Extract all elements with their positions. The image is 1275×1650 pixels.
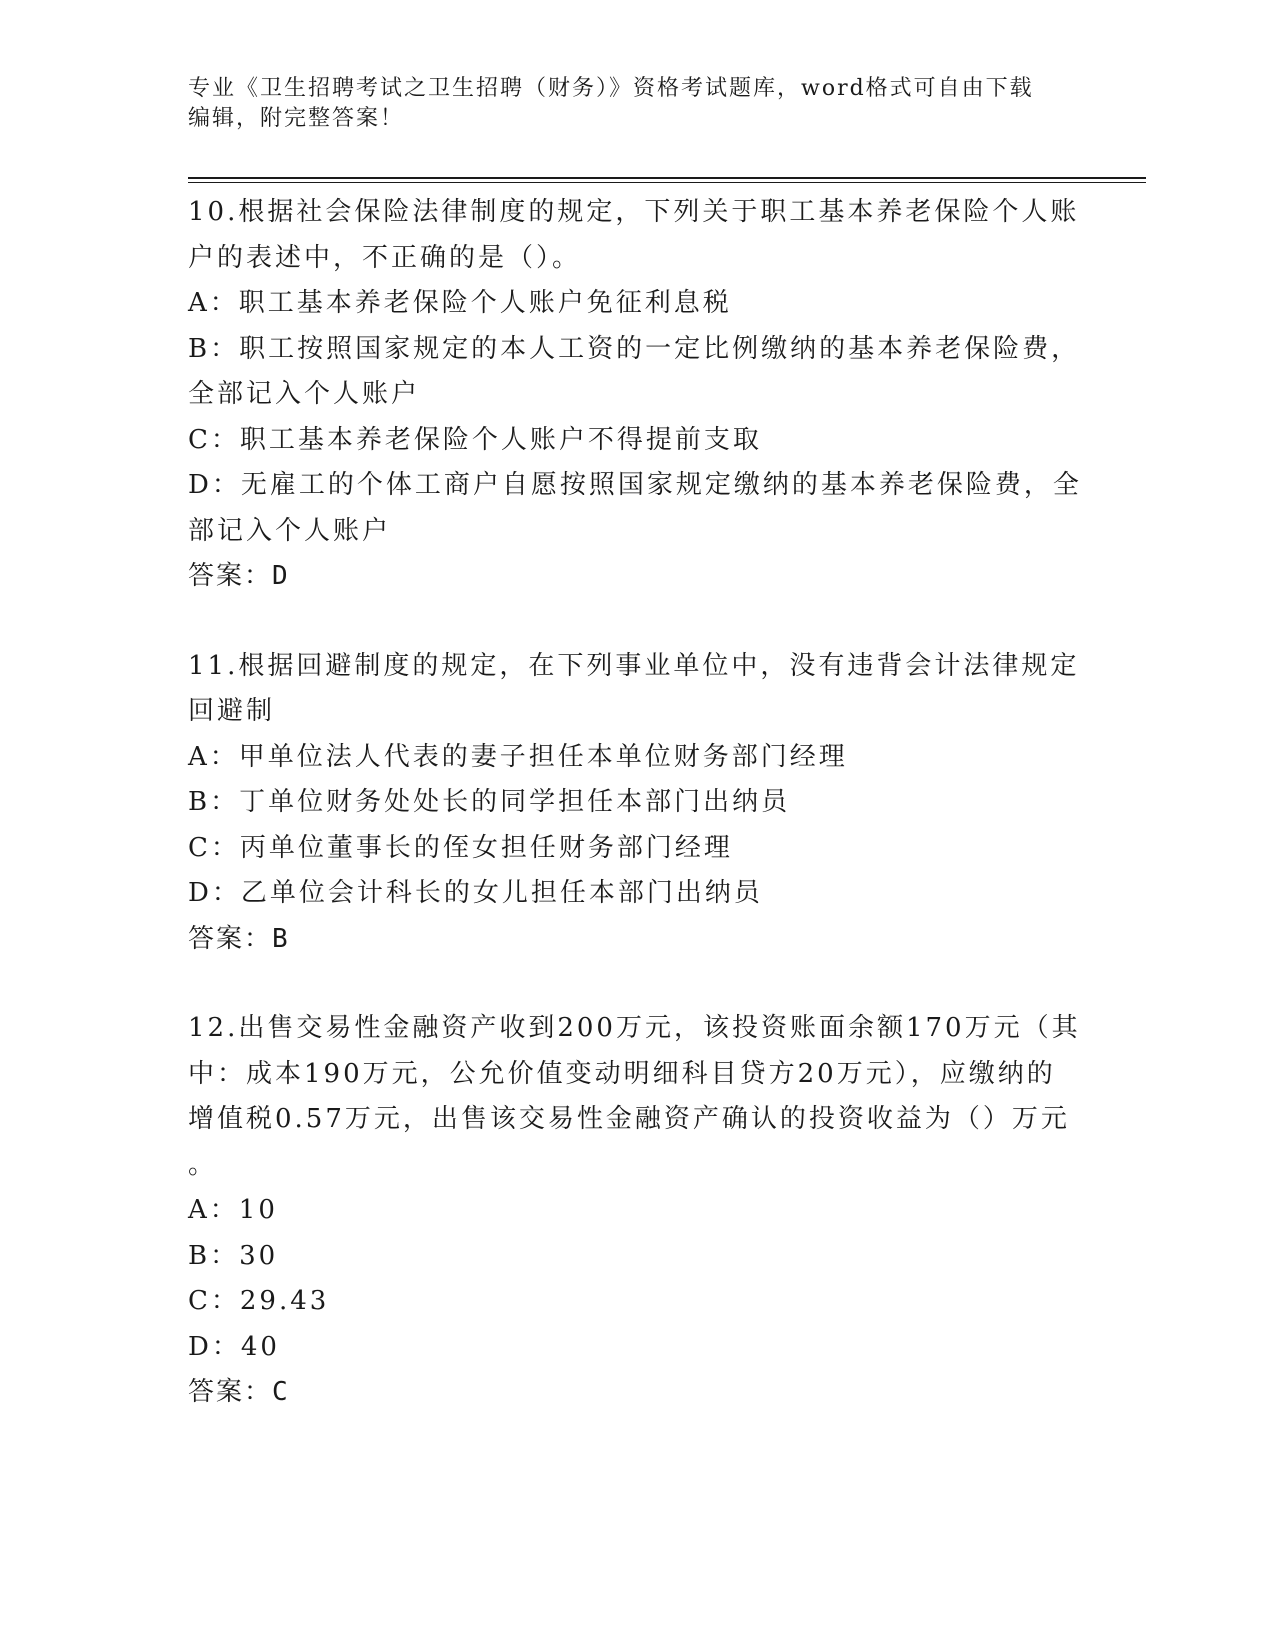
option-c: C：职工基本养老保险个人账户不得提前支取	[188, 424, 762, 455]
option-b: B：30	[188, 1240, 279, 1271]
answer-line	[188, 917, 1068, 963]
answer-value: D	[272, 561, 291, 591]
option-c: C：丙单位董事长的侄女担任财务部门经理	[188, 832, 733, 863]
answer-value: B	[272, 923, 291, 954]
answer-label: 答案：	[188, 561, 273, 591]
option-d: D：乙单位会计科长的女儿担任本部门出纳员	[188, 878, 763, 908]
answer-line	[188, 1370, 1068, 1416]
question-stem-line: 增值税0.57万元，出售该交易性金融资产确认的投资收益为（）万元	[188, 1104, 1070, 1134]
header-divider-thin	[188, 182, 1146, 183]
question-list	[188, 190, 1082, 1416]
header-line-1: 专业《卫生招聘考试之卫生招聘（财务）》资格考试题库，word格式可自由下载	[188, 76, 1034, 101]
answer-line	[188, 554, 1068, 600]
question-stem-line: 。	[188, 1149, 218, 1180]
option-a: A：10	[188, 1195, 278, 1225]
question-stem-line: 12.出售交易性金融资产收到200万元，该投资账面余额170万元（其	[188, 1013, 1081, 1043]
question-stem-line: 10.根据社会保险法律制度的规定，下列关于职工基本养老保险个人账	[188, 197, 1080, 227]
question-stem-line: 户的表述中，不正确的是（）。	[188, 242, 582, 273]
question-stem-line: 中：成本190万元，公允价值变动明细科目贷方20万元），应缴纳的	[188, 1058, 1056, 1089]
answer-label: 答案：	[188, 1377, 273, 1407]
option-d: D：无雇工的个体工商户自愿按照国家规定缴纳的基本养老保险费，全	[188, 470, 1082, 500]
option-d: D：40	[188, 1331, 280, 1362]
option-c: C：29.43	[188, 1286, 330, 1316]
document-header	[188, 74, 1068, 134]
option-a: A：职工基本养老保险个人账户免征利息税	[188, 288, 732, 318]
option-b-continued: 全部记入个人账户	[188, 379, 421, 409]
question-10	[188, 190, 1082, 600]
header-divider-thick	[188, 177, 1146, 179]
option-a: A：甲单位法人代表的妻子担任本单位财务部门经理	[188, 741, 848, 772]
question-stem-line: 11.根据回避制度的规定，在下列事业单位中，没有违背会计法律规定	[188, 650, 1080, 681]
question-spacer	[188, 600, 1068, 644]
option-b: B：丁单位财务处处长的同学担任本部门出纳员	[188, 787, 791, 817]
answer-value: C	[272, 1377, 291, 1407]
header-line-2: 编辑，附完整答案！	[188, 106, 405, 131]
option-d-continued: 部记入个人账户	[188, 515, 392, 546]
question-stem-line: 回避制	[188, 696, 276, 726]
question-11	[188, 644, 1080, 963]
answer-label: 答案：	[188, 923, 273, 954]
question-12	[188, 1006, 1081, 1416]
option-b: B：职工按照国家规定的本人工资的一定比例缴纳的基本养老保险费，	[188, 333, 1081, 364]
question-spacer	[188, 962, 1068, 1006]
